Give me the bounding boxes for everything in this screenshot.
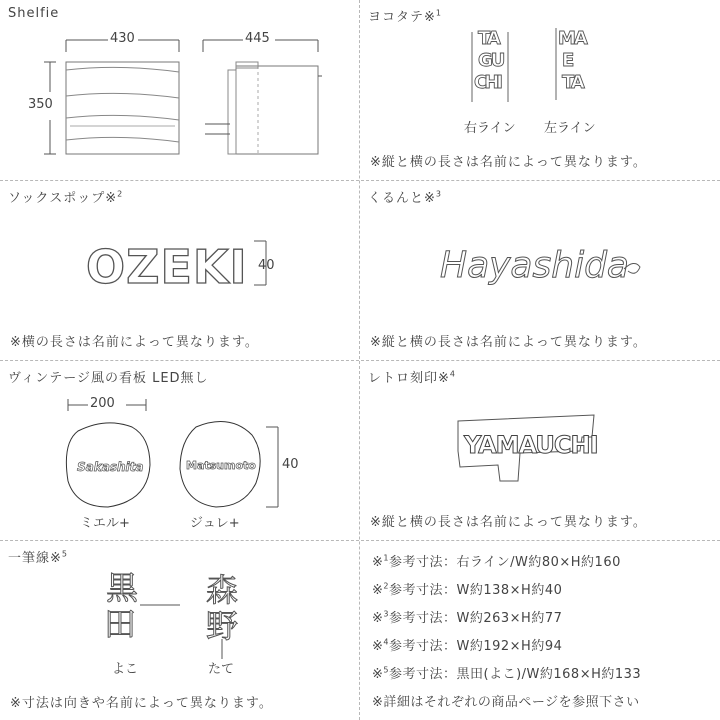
yokotate-cell [360, 0, 720, 180]
jure-caption: ジュレ+ [190, 516, 240, 531]
reference-line: ※$^1$参考寸法：右ライン/W約80×H約160 [372, 553, 621, 570]
note: ※寸法は向きや名前によって異なります。 [10, 696, 273, 711]
note: ※縦と横の長さは名前によって異なります。 [370, 515, 647, 530]
cell-title: Shelfie [8, 6, 60, 21]
tate-caption: たて [208, 662, 235, 677]
note: ※縦と横の長さは名前によって異なります。 [370, 155, 647, 170]
sample-text: OZEKI [86, 240, 248, 294]
cell-title: 一筆線※$^5$ [8, 549, 68, 566]
svg-text:黒: 黒 [106, 569, 139, 607]
svg-text:森: 森 [206, 571, 239, 609]
socks-cell [0, 181, 359, 360]
height-value: 350 [28, 97, 53, 112]
socks-sample [0, 221, 359, 341]
right-sample: Matsumoto [186, 459, 256, 472]
cell-title: レトロ刻印※$^4$ [368, 369, 456, 386]
yokotate-sample [360, 22, 720, 142]
left-sample: Sakashita [77, 460, 144, 474]
svg-text:MA: MA [558, 28, 586, 49]
retro-cell [360, 361, 720, 540]
svg-text:野: 野 [206, 607, 239, 645]
hitofude-cell [0, 541, 359, 720]
reference-line: ※$^4$参考寸法：W約192×H約94 [372, 637, 563, 654]
hitofude-sample [0, 559, 359, 679]
cell-title: くるんと※$^3$ [368, 189, 442, 206]
reference-line: ※$^3$参考寸法：W約263×H約77 [372, 609, 563, 626]
svg-text:E: E [562, 50, 575, 71]
reference-line: ※$^2$参考寸法：W約138×H約40 [372, 581, 563, 598]
note: ※横の長さは名前によって異なります。 [10, 335, 259, 350]
cell-title: ソックスポップ※$^2$ [8, 189, 124, 206]
svg-text:TA: TA [478, 28, 499, 49]
yoko-caption: よこ [112, 662, 139, 677]
depth-value: 445 [245, 31, 270, 46]
svg-text:TA: TA [562, 72, 583, 93]
sample-text: YAMAUCHI [464, 431, 598, 459]
shelfie-cell [0, 0, 359, 180]
cell-title: ヨコタテ※$^1$ [368, 8, 442, 25]
kurunto-sample [360, 221, 720, 341]
height-value: 40 [258, 258, 275, 273]
width-value: 430 [110, 31, 135, 46]
height-value: 40 [282, 457, 299, 472]
retro-sample [360, 391, 720, 511]
vintage-cell [0, 361, 359, 540]
svg-text:CHI: CHI [474, 72, 500, 93]
right-line-caption: 右ライン [464, 121, 516, 136]
cell-title: ヴィンテージ風の看板 LED無し [8, 371, 209, 386]
kurunto-cell [360, 181, 720, 360]
reference-cell [360, 541, 720, 720]
sample-text: Hayashida [440, 245, 629, 286]
svg-text:田: 田 [104, 605, 137, 643]
left-line-caption: 左ライン [544, 121, 596, 136]
miel-caption: ミエル+ [80, 516, 130, 531]
width-value: 200 [90, 396, 115, 411]
reference-footnote: ※詳細はそれぞれの商品ページを参照下さい [372, 695, 640, 710]
svg-text:GU: GU [478, 50, 504, 71]
reference-line: ※$^5$参考寸法：黒田(よこ)/W約168×H約133 [372, 665, 642, 682]
note: ※縦と横の長さは名前によって異なります。 [370, 335, 647, 350]
shelfie-diagram [0, 0, 359, 180]
vintage-diagram [0, 361, 359, 540]
